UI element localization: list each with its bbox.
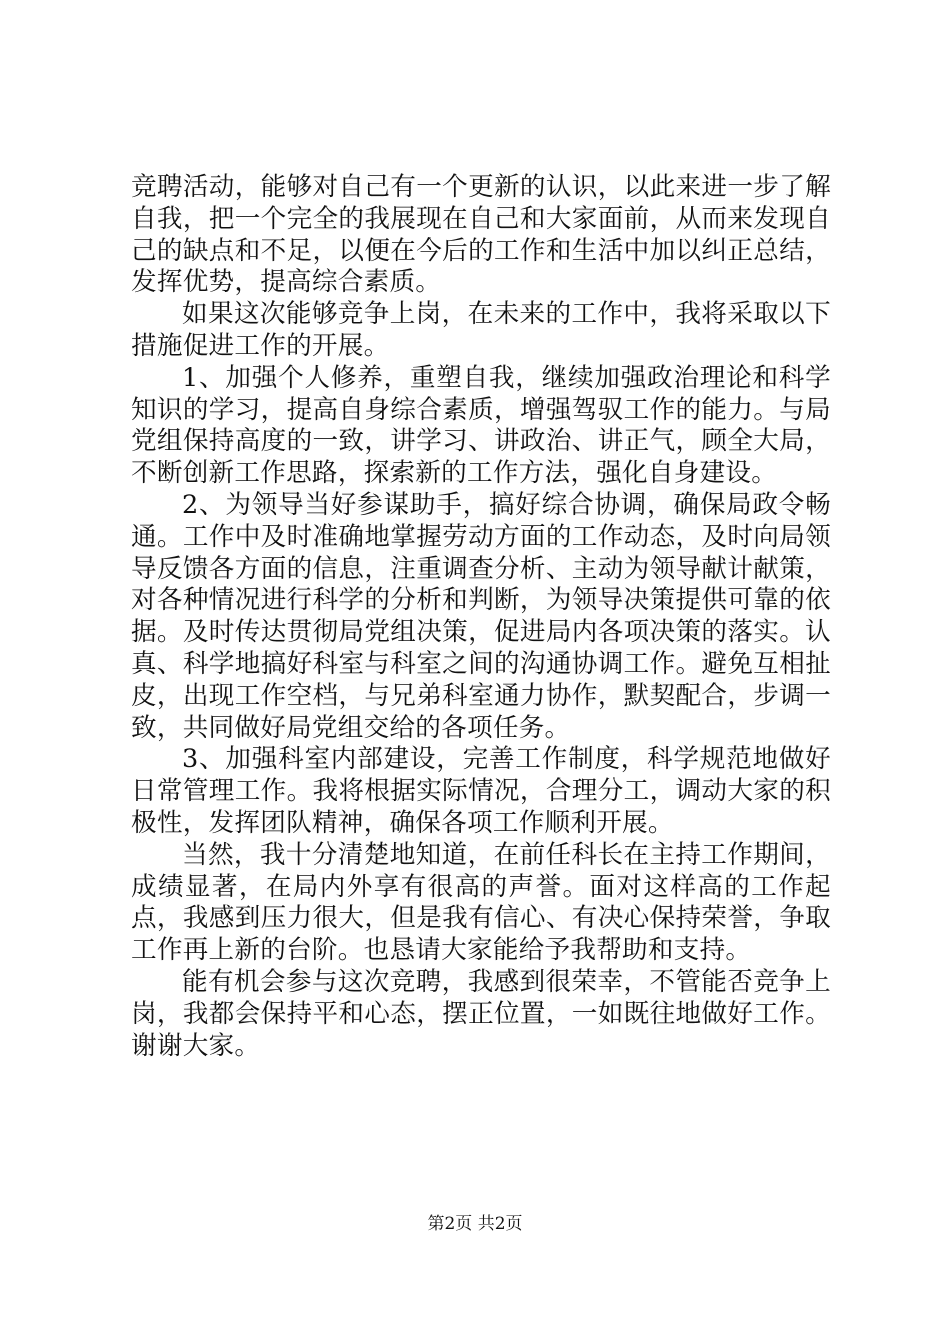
paragraph-measure-2: 2、为领导当好参谋助手，搞好综合协调，确保局政令畅通。工作中及时准确地掌握劳动方面的工作动态，及时向局领导反馈各方面的信息，注重调查分析、主动为领导献计献策，对各种情况进行科学的分析和判断，为领导决策提供可靠的依据。及时传达贯彻局党组决策，促进局内各项决策的落实。认真、科学地搞好科室与科室之间的沟通协调工作。避免互相扯皮，出现工作空档，与兄弟科室通力协作，默契配合，步调一致，共同做好局党组交给的各项任务。: [131, 489, 831, 743]
page-number-footer: 第2页 共2页: [427, 1214, 523, 1234]
paragraph-closing: 能有机会参与这次竞聘，我感到很荣幸，不管能否竞争上岗，我都会保持平和心态，摆正位置，一如既往地做好工作。谢谢大家。: [131, 966, 831, 1061]
paragraph-measure-3: 3、加强科室内部建设，完善工作制度，科学规范地做好日常管理工作。我将根据实际情况，合理分工，调动大家的积极性，发挥团队精神，确保各项工作顺利开展。: [131, 744, 831, 838]
paragraph-measure-1: 1、加强个人修养，重塑自我，继续加强政治理论和科学知识的学习，提高自身综合素质，增强驾驭工作的能力。与局党组保持高度的一致，讲学习、讲政治、讲正气，顾全大局，不断创新工作思路，探索新的工作方法，强化自身建设。: [131, 362, 831, 489]
paragraph-intro-measures: 如果这次能够竞争上岗，在未来的工作中，我将采取以下措施促进工作的开展。: [131, 299, 831, 361]
document-body: [131, 172, 831, 1062]
paragraph-continuation: 竞聘活动，能够对自己有一个更新的认识，以此来进一步了解自我，把一个完全的我展现在自己和大家面前，从而来发现自己的缺点和不足，以便在今后的工作和生活中加以纠正总结，发挥优势，提高综合素质。: [131, 172, 831, 298]
paragraph-acknowledgement: 当然，我十分清楚地知道，在前任科长在主持工作期间，成绩显著，在局内外享有很高的声誉。面对这样高的工作起点，我感到压力很大，但是我有信心、有决心保持荣誉，争取工作再上新的台阶。也恳请大家能给予我帮助和支持。: [131, 839, 831, 966]
